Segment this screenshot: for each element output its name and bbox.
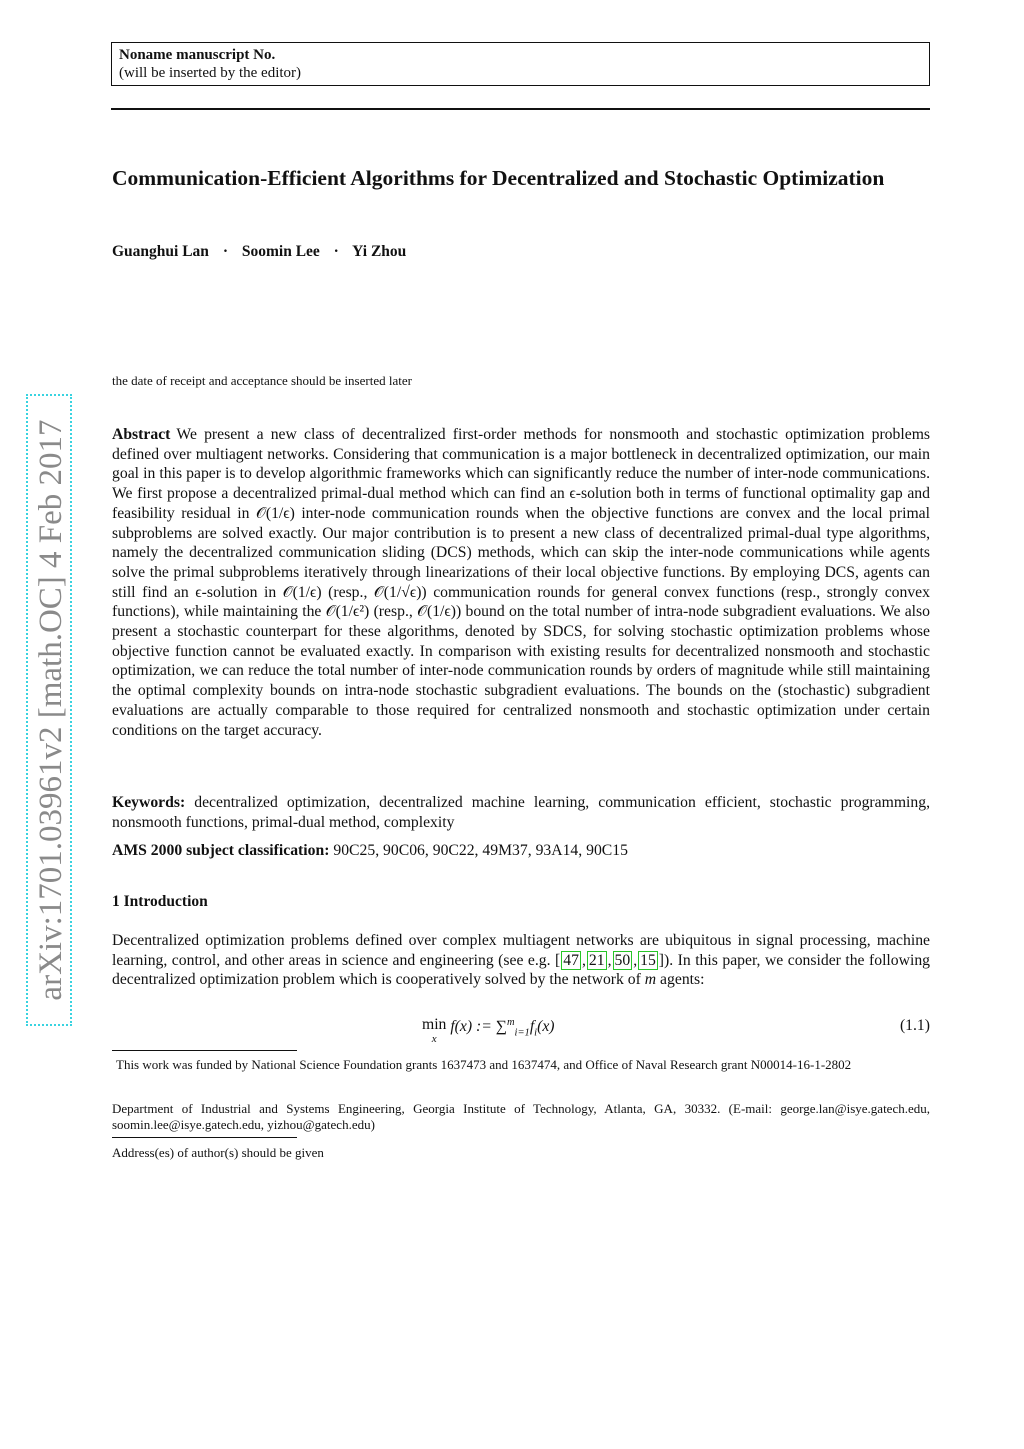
keywords-text: decentralized optimization, decentralized machine learning, communication efficient, stochastic programming, nonsmooth functions, primal-dual method, complexity <box>112 794 930 831</box>
receipt-note: the date of receipt and acceptance should be inserted later <box>112 373 412 388</box>
min-text: min <box>422 1016 447 1033</box>
abstract-text: We present a new class of decentralized first-order methods for nonsmooth and stochastic optimization problems defined over multiagent networks. Considering that communication is a major bottleneck in decentralized optimization, our main goal in this paper is to develop algorithmic frameworks which can significantly reduce the number of inter-node communications. We first propose a decentralized primal-dual method which can find an ϵ-solution both in terms of functional optimality gap and feasibility residual in 𝒪(1/ϵ) inter-node communication rounds when the objective functions are convex and the local primal subproblems are solved exactly. Our major contribution is to present a new class of decentralized primal-dual type algorithms, namely the decentralized communication sliding (DCS) methods, which can skip the inter-node communications while agents solve the primal subproblems iteratively through linearizations of their local objective functions. By employing DCS, agents can still find an ϵ-solution in 𝒪(1/ϵ) (resp., 𝒪(1/√ϵ)) communication rounds for general convex functions (resp., strongly convex functions), while maintaining the 𝒪(1/ϵ²) (resp., 𝒪(1/ϵ)) bound on the total number of intra-node subgradient evaluations. We also present a stochastic counterpart for these algorithms, denoted by SDCS, for solving stochastic optimization problems whose objective function cannot be evaluated exactly. In comparison with existing results for decentralized nonsmooth and stochastic optimization, we can reduce the total number of inter-node communication rounds by orders of magnitude while still maintaining the optimal complexity bounds on intra-node stochastic subgradient evaluations. The bounds on the (stochastic) subgradient evaluations are actually comparable to those required for centralized nonsmooth and stochastic optimization under certain conditions on the target accuracy. <box>112 426 930 739</box>
equation-number: (1.1) <box>899 1017 930 1034</box>
author-name: Yi Zhou <box>352 243 407 260</box>
paper-title: Communication-Efficient Algorithms for Decentralized and Stochastic Optimization <box>112 166 885 190</box>
author-separator: · <box>222 243 228 260</box>
address-rule <box>112 1137 297 1138</box>
footnote-rule <box>112 1050 297 1051</box>
citation-link[interactable]: 21 <box>588 951 605 969</box>
citation-link[interactable]: 15 <box>640 951 656 969</box>
affiliation-footnote: Department of Industrial and Systems Engineering, Georgia Institute of Technology, Atlanta, GA, 30332. (E-mail: george.lan@isye.gatech.edu, soomin.lee@isye.gatech.edu, yizhou@gatech.edu) <box>112 1101 930 1132</box>
manuscript-header-box <box>111 42 930 86</box>
citation-link[interactable]: 50 <box>614 951 631 969</box>
author-list <box>112 243 406 261</box>
section-heading-introduction: 1 Introduction <box>112 893 208 910</box>
min-operator <box>422 1017 446 1045</box>
ams-codes: 90C25, 90C06, 90C22, 49M37, 93A14, 90C15 <box>333 842 628 859</box>
author-name: Soomin Lee <box>241 243 320 260</box>
abstract-label: Abstract <box>112 426 171 443</box>
sum-lower: i=1 <box>514 1027 530 1039</box>
ams-label: AMS 2000 subject classification: <box>112 842 330 859</box>
sum-symbol: ∑ <box>495 1018 507 1036</box>
intro-text: Decentralized optimization problems defined over complex multiagent networks are ubiquitous in signal processing, machine learning, control, and other areas in science and engineering (see e.g. [ <box>112 932 930 969</box>
math-variable-m: m <box>644 971 657 989</box>
min-subscript: x <box>431 1033 437 1045</box>
sum-upper: m <box>506 1017 515 1028</box>
equation-term-subscript: i <box>534 1027 538 1039</box>
keywords-label: Keywords: <box>112 794 186 811</box>
equation-1-1 <box>112 1017 930 1047</box>
citation-link[interactable]: 47 <box>563 951 579 969</box>
intro-text: agents: <box>656 971 705 989</box>
address-note: Address(es) of author(s) should be given <box>112 1145 324 1160</box>
author-separator: · <box>333 243 339 260</box>
intro-text: ]). In this paper, we consider the following decentralized optimization problem which is cooperatively solved by the network of <box>112 951 931 989</box>
funding-footnote: This work was funded by National Science Foundation grants 1637473 and 1637474, and Office of Naval Research grant N00014-16-1-2802 <box>116 1057 852 1072</box>
equation-expression <box>422 1017 555 1045</box>
abstract <box>112 425 930 740</box>
manuscript-number-line: Noname manuscript No. <box>119 47 276 63</box>
introduction-paragraph: Decentralized optimization problems defined over complex multiagent networks are ubiquitous in signal processing, machine learning, control, and other areas in science and engineering (see e.g. [ 47 , 21 , 50 , 15 ]). In this paper, we consider the following decentralized optimization problem which is cooperatively solved by the network of m agents: <box>112 932 931 989</box>
header-rule <box>111 108 930 110</box>
equation-term-arg: (x) <box>537 1018 555 1036</box>
author-name: Guanghui Lan <box>112 243 209 260</box>
equation-lhs: f(x) := <box>450 1018 496 1036</box>
keywords <box>112 793 930 832</box>
ams-classification <box>112 842 628 860</box>
editor-note-line: (will be inserted by the editor) <box>119 65 302 81</box>
arxiv-identifier-stamp[interactable]: arXiv:1701.03961v2 [math.OC] 4 Feb 2017 <box>26 394 72 1026</box>
equation-term: f <box>529 1018 535 1036</box>
